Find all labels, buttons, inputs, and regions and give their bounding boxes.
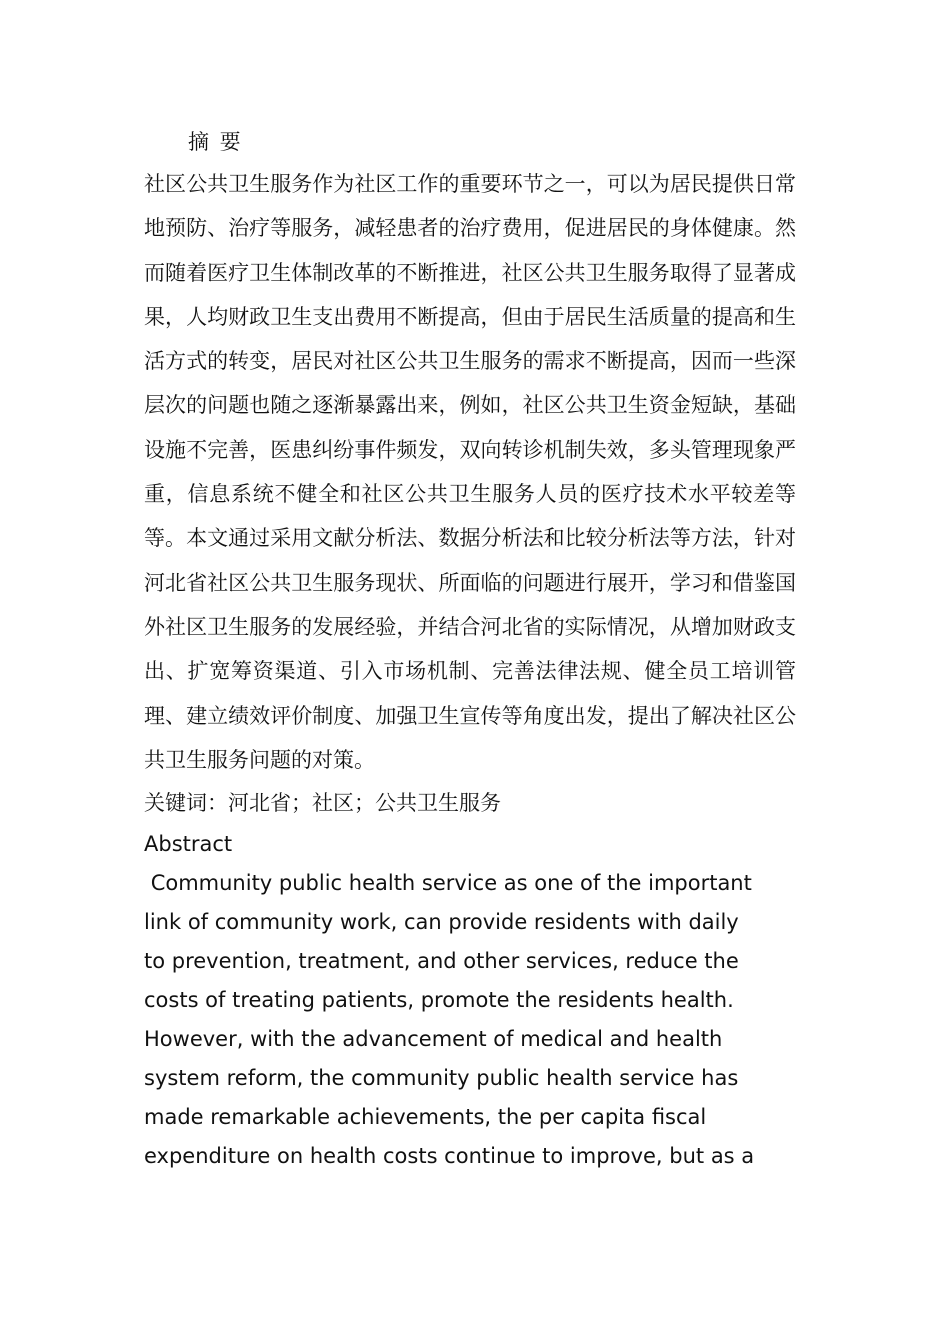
abstract-en-body: Community public health service as one of the important link of community work, can provide residents with daily to prevention, treatment, and other services, reduce the costs of treating patients, promote the residents health. However, with the advancement of medical and health system reform, the community public health service has made remarkable achievements, the per capita fiscal expenditure on health costs continue to improve, but as a xyxy=(144,871,755,1169)
abstract-cn-keywords: 关键词：河北省；社区；公共卫生服务 xyxy=(144,791,501,816)
document-page xyxy=(144,122,796,1176)
abstract-cn-body: 社区公共卫生服务作为社区工作的重要环节之一，可以为居民提供日常地预防、治疗等服务，减轻患者的治疗费用，促进居民的身体健康。然而随着医疗卫生体制改革的不断推进，社区公共卫生服务取得了显著成果，人均财政卫生支出费用不断提高，但由于居民生活质量的提高和生活方式的转变，居民对社区公共卫生服务的需求不断提高，因而一些深层次的问题也随之逐渐暴露出来，例如，社区公共卫生资金短缺，基础设施不完善，医患纠纷事件频发，双向转诊机制失效，多头管理现象严重，信息系统不健全和社区公共卫生服务人员的医疗技术水平较差等等。本文通过采用文献分析法、数据分析法和比较分析法等方法，针对河北省社区公共卫生服务现状、所面临的问题进行展开，学习和借鉴国外社区卫生服务的发展经验，并结合河北省的实际情况，从增加财政支出、扩宽筹资渠道、引入市场机制、完善法律法规、健全员工培训管理、建立绩效评价制度、加强卫生宣传等角度出发，提出了解决社区公共卫生服务问题的对策。 xyxy=(144,172,796,772)
abstract-cn-title: 摘 要 xyxy=(188,130,243,154)
abstract-en-title: Abstract xyxy=(144,832,233,857)
